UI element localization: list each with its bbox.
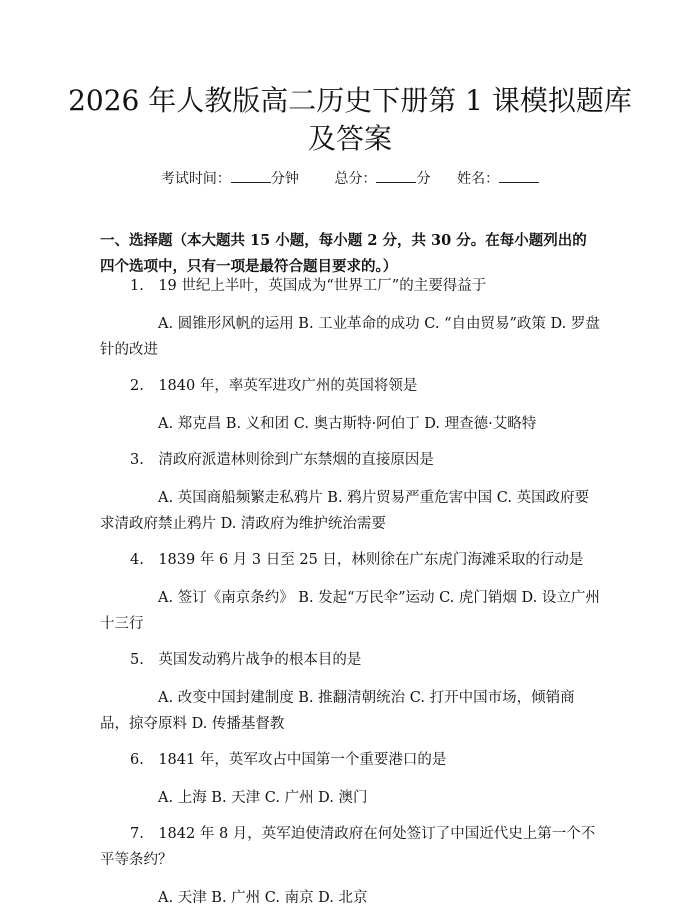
name-label: 姓名： xyxy=(457,171,500,187)
question-options: A. 圆锥形风帆的运用 B. 工业革命的成功 C. “自由贸易”政策 D. 罗盘针的改进 xyxy=(100,316,600,358)
question-item xyxy=(100,273,600,363)
question-stem: 7. 1842 年 8 月，英军迫使清政府在何处签订了中国近代史上第一个不平等条约？ xyxy=(100,826,596,868)
document-title xyxy=(60,82,640,158)
question-list xyxy=(100,273,600,921)
question-item xyxy=(100,373,600,437)
question-stem: 3. 清政府派遣林则徐到广东禁烟的直接原因是 xyxy=(130,452,434,468)
question-options: A. 郑克昌 B. 义和团 C. 奥古斯特·阿伯丁 D. 理查德·艾略特 xyxy=(158,416,537,432)
question-options: A. 天津 B. 广州 C. 南京 D. 北京 xyxy=(158,890,368,906)
question-stem: 2. 1840 年，率英军进攻广州的英国将领是 xyxy=(130,378,418,394)
question-item xyxy=(100,447,600,537)
question-options: A. 签订《南京条约》 B. 发起“万民伞”运动 C. 虎门销烟 D. 设立广州十三行 xyxy=(100,590,600,632)
question-stem: 5. 英国发动鸦片战争的根本目的是 xyxy=(130,652,362,668)
score-unit: 分 xyxy=(416,171,431,187)
time-unit: 分钟 xyxy=(270,171,299,187)
question-stem: 6. 1841 年，英军攻占中国第一个重要港口的是 xyxy=(130,752,447,768)
score-blank xyxy=(376,168,416,183)
question-item xyxy=(100,747,600,811)
question-item xyxy=(100,821,600,911)
question-stem: 4. 1839 年 6 月 3 日至 25 日，林则徐在广东虎门海滩采取的行动是 xyxy=(130,552,584,568)
title-line-2: 及答案 xyxy=(307,122,392,155)
time-label: 考试时间： xyxy=(160,171,231,187)
question-options: A. 改变中国封建制度 B. 推翻清朝统治 C. 打开中国市场，倾销商品，掠夺原料 D. 传播基督教 xyxy=(100,690,575,732)
question-item xyxy=(100,647,600,737)
section-heading: 一、选择题（本大题共 15 小题，每小题 2 分，共 30 分。在每小题列出的四个选项中，只有一项是最符合题目要求的。） xyxy=(100,232,587,275)
question-stem: 1. 19 世纪上半叶，英国成为“世界工厂”的主要得益于 xyxy=(130,278,487,294)
title-line-1: 2026 年人教版高二历史下册第 1 课模拟题库 xyxy=(68,84,632,117)
name-blank xyxy=(499,168,539,183)
question-options: A. 上海 B. 天津 C. 广州 D. 澳门 xyxy=(158,790,368,806)
score-label: 总分： xyxy=(334,171,377,187)
time-blank xyxy=(231,168,271,183)
question-options: A. 英国商船频繁走私鸦片 B. 鸦片贸易严重危害中国 C. 英国政府要求清政府禁止鸦片 D. 清政府为维护统治需要 xyxy=(100,490,590,532)
exam-info-line xyxy=(0,168,700,189)
question-item xyxy=(100,547,600,637)
